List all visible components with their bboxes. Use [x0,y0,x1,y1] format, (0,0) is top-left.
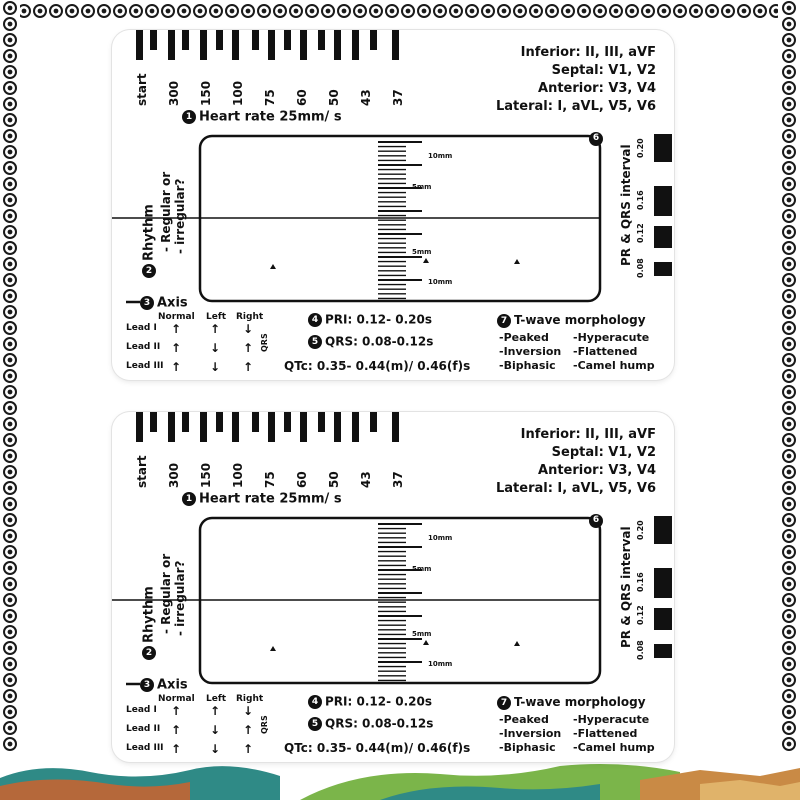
step-7-badge: 7 [497,314,511,328]
ruler-label-10mm-top: 10mm [428,152,453,160]
twave-inversion: -Inversion [499,344,562,358]
twave-biphasic: -Biphasic [499,740,556,754]
territory-inferior: Inferior: II, III, aVF [520,45,656,60]
axis-lead-ii: Lead II [126,724,161,734]
territory-inferior: Inferior: II, III, aVF [520,427,656,442]
rate-scale-bar [252,30,259,50]
axis-lead-iii: Lead III [126,361,164,371]
twave-flattened: -Flattened [573,344,638,358]
twave-inversion: -Inversion [499,726,562,740]
interval-bar [654,134,672,162]
territory-anterior: Anterior: V3, V4 [538,81,656,96]
rate-scale-bar [318,412,325,432]
axis-col-normal: Normal [158,312,195,322]
step-4-badge: 4 [308,313,322,327]
arrow-up-icon: ↑ [171,704,182,718]
ruler-label-10mm-bottom: 10mm [428,660,453,668]
rate-scale-bar [300,30,307,60]
rate-scale-label: 43 [359,471,373,488]
t-wave-morphology: 7 T-wave morphology -Peaked -Hyperacute -Inversion -Flattened -Biphasic -Camel hump [497,695,667,754]
step-3-badge: 3 [140,678,154,692]
rhythm-irregular: - irregular? [173,178,187,254]
step-1-badge: 1 [182,492,196,506]
ruler-label-5mm-bottom: 5mm [412,630,432,638]
interval-label-016: 0.16 [636,190,645,210]
rate-scale-bar [392,30,399,60]
rate-scale-label: 43 [359,89,373,106]
rate-scale-bar [352,30,359,60]
arrow-up-icon: ↑ [243,341,254,355]
rate-scale-bar [370,30,377,50]
territory-lateral: Lateral: I, aVL, V5, V6 [495,99,656,114]
axis-qrs-label: QRS [260,715,269,734]
interval-bar [654,644,672,658]
rate-scale-bar [216,412,223,432]
qtc-range: QTc: 0.35- 0.44(m)/ 0.46(f)s [284,359,471,373]
pr-qrs-interval-title: PR & QRS interval [619,526,633,648]
interval-bar [654,226,672,248]
arrow-up-icon: ↑ [243,742,254,756]
arrow-up-icon: ↑ [243,360,254,374]
rate-scale-label: 50 [327,89,341,106]
arrow-up-icon: ↑ [171,322,182,336]
axis-col-left: Left [206,694,227,704]
ruler-label-10mm-bottom: 10mm [428,278,453,286]
step-2-badge: 2 [142,646,156,660]
step-3-badge: 3 [140,296,154,310]
rate-scale-label: 75 [263,89,277,106]
rate-scale-label: start [135,455,149,488]
rate-scale-label: 300 [167,462,181,488]
twave-camel-hump: -Camel hump [573,358,655,372]
arrow-up-icon: ↑ [210,322,221,336]
arrow-down-icon: ↓ [210,742,221,756]
twave-biphasic: -Biphasic [499,358,556,372]
interval-bar [654,262,672,276]
decorative-border-left [0,0,20,800]
rate-scale-bar [200,412,207,442]
rate-scale-bar [150,30,157,50]
arrow-up-icon: ↑ [171,360,182,374]
arrow-up-icon: ↑ [171,341,182,355]
rhythm-regular: - Regular or [159,171,173,252]
rate-scale-label: 75 [263,471,277,488]
rate-scale-label: 300 [167,80,181,106]
rate-scale-bar [392,412,399,442]
twave-flattened: -Flattened [573,726,638,740]
axis-lead-ii: Lead II [126,342,161,352]
rhythm-regular: - Regular or [159,553,173,634]
rate-scale-bar [268,30,275,60]
rate-scale-bar [182,412,189,432]
interval-label-008: 0.08 [636,258,645,278]
interval-label-020: 0.20 [636,520,645,540]
heart-rate-heading: 1 Heart rate 25mm/ s [182,492,342,506]
rate-scale-bar [168,412,175,442]
interval-bar [654,568,672,598]
interval-bar [654,608,672,630]
twave-hyperacute: -Hyperacute [573,330,650,344]
axis-heading: 3 Axis [140,678,188,692]
axis-lead-i: Lead I [126,705,157,715]
step-1-badge: 1 [182,110,196,124]
territory-septal: Septal: V1, V2 [551,445,656,460]
twave-camel-hump: -Camel hump [573,740,655,754]
rate-scale-bar [182,30,189,50]
qtc-range: QTc: 0.35- 0.44(m)/ 0.46(f)s [284,741,471,755]
rate-scale-bar [136,30,143,60]
territory-anterior: Anterior: V3, V4 [538,463,656,478]
step-2-badge: 2 [142,264,156,278]
ruler-label-10mm-top: 10mm [428,534,453,542]
rate-scale-label: 50 [327,471,341,488]
ecg-ruler-card-bottom [112,412,674,762]
decorative-landscape-border [0,760,800,800]
pr-qrs-interval-title: PR & QRS interval [619,144,633,266]
rate-scale-label: 37 [391,471,405,488]
axis-col-right: Right [236,694,264,704]
ecg-ruler-card-top [112,30,674,380]
rate-scale-bar [216,30,223,50]
rate-scale-bar [200,30,207,60]
arrow-up-icon: ↑ [210,704,221,718]
rate-scale-bar [150,412,157,432]
rate-scale-label: 150 [199,80,213,106]
decorative-border-right [778,0,800,800]
step-6-badge: 6 [589,514,603,528]
interval-label-012: 0.12 [636,223,645,243]
rate-scale-bar [352,412,359,442]
arrow-down-icon: ↓ [243,704,254,718]
t-wave-morphology: 7 T-wave morphology -Peaked -Hyperacute -Inversion -Flattened -Biphasic -Camel hump [497,313,667,372]
rate-scale-bar [168,30,175,60]
rate-scale-bar [136,412,143,442]
rate-scale-label: 37 [391,89,405,106]
territory-lateral: Lateral: I, aVL, V5, V6 [495,481,656,496]
arrow-up-icon: ↑ [243,723,254,737]
decorative-border-top [0,0,800,22]
axis-lead-iii: Lead III [126,743,164,753]
axis-col-normal: Normal [158,694,195,704]
interval-bar [654,516,672,544]
axis-heading: 3 Axis [140,296,188,310]
rate-scale-bar [252,412,259,432]
rate-scale-label: start [135,73,149,106]
step-5-badge: 5 [308,335,322,349]
rhythm-heading: 2Rhythm [142,586,156,660]
step-6-badge: 6 [589,132,603,146]
twave-peaked: -Peaked [499,712,549,726]
axis-col-left: Left [206,312,227,322]
pri-range: 4 PRI: 0.12- 0.20s [308,695,432,709]
rate-scale-bar [370,412,377,432]
interval-label-012: 0.12 [636,605,645,625]
rhythm-heading: 2Rhythm [142,204,156,278]
lead-territories [496,44,656,116]
axis-qrs-label: QRS [260,333,269,352]
arrow-down-icon: ↓ [210,360,221,374]
window-step-6 [589,130,606,146]
arrow-up-icon: ↑ [171,723,182,737]
rate-scale-bar [284,412,291,432]
interval-label-016: 0.16 [636,572,645,592]
rate-scale-bar [334,412,341,442]
step-4-badge: 4 [308,695,322,709]
rate-scale-bar [300,412,307,442]
interval-label-008: 0.08 [636,640,645,660]
rate-scale-label: 60 [295,471,309,488]
step-7-badge: 7 [497,696,511,710]
ruler-label-5mm-top: 5mm [412,565,432,573]
twave-peaked: -Peaked [499,330,549,344]
territory-septal: Septal: V1, V2 [551,63,656,78]
rate-scale-label: 60 [295,89,309,106]
rate-scale-bar [232,412,239,442]
rate-scale-bar [284,30,291,50]
rate-scale-bar [268,412,275,442]
rate-scale-bar [318,30,325,50]
arrow-down-icon: ↓ [210,723,221,737]
rate-scale-label: 100 [231,462,245,488]
axis-col-right: Right [236,312,264,322]
rate-scale-label: 100 [231,80,245,106]
ruler-label-5mm-bottom: 5mm [412,248,432,256]
arrow-down-icon: ↓ [243,322,254,336]
ruler-label-5mm-top: 5mm [412,183,432,191]
step-5-badge: 5 [308,717,322,731]
qrs-range: 5 QRS: 0.08-0.12s [308,717,433,731]
axis-lead-i: Lead I [126,323,157,333]
window-step-6 [589,512,606,528]
interval-bar [654,186,672,216]
pri-range: 4 PRI: 0.12- 0.20s [308,313,432,327]
rhythm-irregular: - irregular? [173,560,187,636]
heart-rate-heading: 1 Heart rate 25mm/ s [182,110,342,124]
twave-hyperacute: -Hyperacute [573,712,650,726]
interval-label-020: 0.20 [636,138,645,158]
rate-scale-bar [334,30,341,60]
arrow-up-icon: ↑ [171,742,182,756]
rate-scale-label: 150 [199,462,213,488]
lead-territories [496,426,656,498]
rate-scale-bar [232,30,239,60]
qrs-range: 5 QRS: 0.08-0.12s [308,335,433,349]
arrow-down-icon: ↓ [210,341,221,355]
